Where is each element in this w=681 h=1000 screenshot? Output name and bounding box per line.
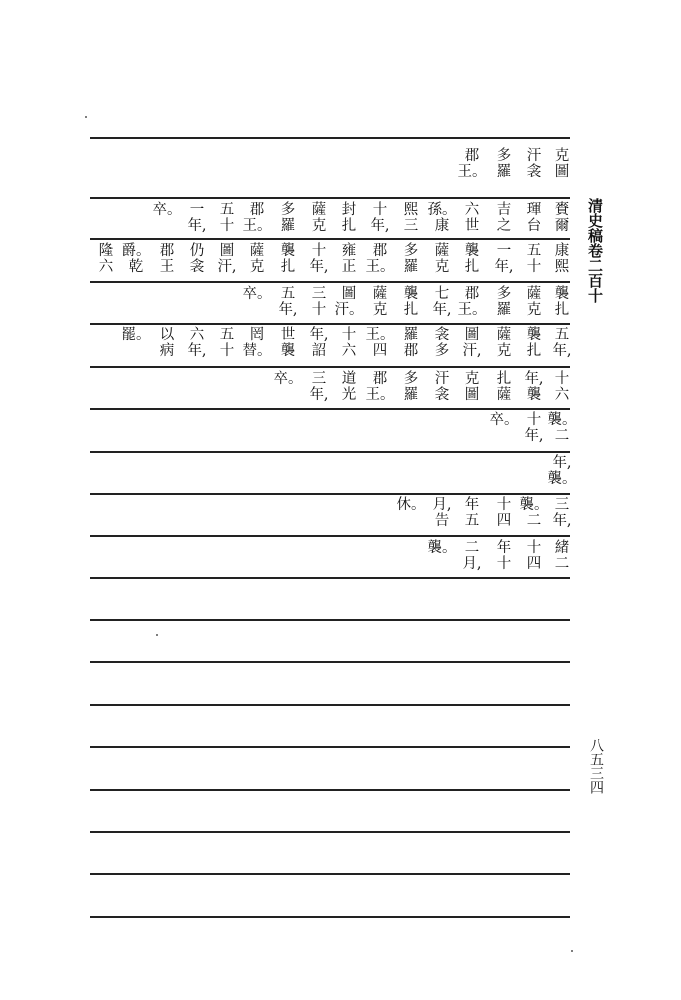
cell-text: 年, — [552, 343, 572, 359]
cell-text: 衾 — [434, 387, 450, 403]
table-cell — [182, 202, 212, 234]
cell-text: 克 — [372, 302, 388, 318]
cell-text: 之 — [496, 218, 512, 234]
cell-text: 二 — [554, 556, 570, 572]
cell-text: 克 — [526, 302, 542, 318]
cell-text: 十 — [554, 371, 570, 387]
cell-text: 六 — [464, 202, 480, 218]
cell-text: 薩 — [434, 243, 450, 259]
cell-text: 告 — [434, 513, 450, 529]
cell-text: 襲。 — [547, 471, 577, 487]
cell-text: 襲 — [280, 243, 296, 259]
cell-text: 年 — [464, 497, 480, 513]
cell-text: 五 — [219, 327, 235, 343]
cell-text: 光 — [341, 387, 357, 403]
cell-text: 克 — [496, 343, 512, 359]
table-cell — [489, 148, 519, 180]
cell-text: 台 — [526, 218, 542, 234]
cell-text: 多 — [496, 148, 512, 164]
table-cell — [121, 243, 151, 275]
cell-text: 二 — [526, 513, 542, 529]
cell-text: 緒 — [554, 540, 570, 556]
cell-text: 多 — [403, 371, 419, 387]
table-cell — [304, 327, 334, 359]
cell-text: 襲。 — [519, 497, 549, 513]
table-cell — [547, 286, 577, 318]
cell-text: 乾 — [128, 259, 144, 275]
cell-text: 年, — [187, 343, 207, 359]
table-cell — [396, 286, 426, 318]
cell-text: 襲 — [526, 327, 542, 343]
cell-text: 克 — [311, 218, 327, 234]
cell-text: 琿 — [526, 202, 542, 218]
cell-text: 王。 — [457, 164, 487, 180]
cell-text: 封 — [341, 202, 357, 218]
table-cell — [457, 327, 487, 359]
cell-text: 吉 — [496, 202, 512, 218]
cell-text: 圖 — [554, 164, 570, 180]
table-cell — [489, 540, 519, 572]
cell-text: 年, — [370, 218, 390, 234]
table-cell — [396, 327, 426, 359]
table-cell — [242, 286, 272, 302]
table-cell — [396, 497, 426, 513]
table-cell — [519, 371, 549, 403]
cell-text: 七 — [434, 286, 450, 302]
cell-text: 五 — [219, 202, 235, 218]
cell-text: 五 — [280, 286, 296, 302]
cell-text: 年, — [552, 513, 572, 529]
cell-text: 扎 — [464, 259, 480, 275]
cell-text: 雍 — [341, 243, 357, 259]
cell-text: 爾 — [554, 218, 570, 234]
table-cell — [547, 202, 577, 234]
table-cell — [304, 286, 334, 318]
cell-text: 王。 — [457, 302, 487, 318]
cell-text: 替。 — [242, 343, 272, 359]
table-cell — [519, 497, 549, 529]
table-cell — [91, 243, 121, 275]
cell-text: 襲 — [403, 286, 419, 302]
table-cell — [519, 243, 549, 275]
cell-text: 克 — [464, 371, 480, 387]
cell-text: 郡 — [159, 243, 175, 259]
table-cell — [547, 327, 577, 359]
table-cell — [519, 327, 549, 359]
cell-text: 世 — [280, 327, 296, 343]
cell-text: 三 — [554, 497, 570, 513]
table-cell — [242, 243, 272, 275]
cell-text: 詔 — [311, 343, 327, 359]
table-cell — [365, 202, 395, 234]
cell-text: 薩 — [372, 286, 388, 302]
table-cell — [519, 540, 549, 572]
cell-text: 隆 — [98, 243, 114, 259]
cell-text: 六 — [189, 327, 205, 343]
cell-text: 康 — [434, 218, 450, 234]
cell-text: 卒。 — [242, 286, 272, 302]
cell-text: 扎 — [280, 259, 296, 275]
table-cell — [304, 202, 334, 234]
table-cell — [457, 540, 487, 572]
table-cell — [334, 371, 364, 403]
cell-text: 卒。 — [273, 371, 303, 387]
cell-text: 扎 — [341, 218, 357, 234]
cell-text: 三 — [403, 218, 419, 234]
table-cell — [396, 202, 426, 234]
table-cell — [152, 202, 182, 218]
cell-text: 三 — [311, 286, 327, 302]
table-cell — [489, 286, 519, 318]
table-cell — [334, 243, 364, 275]
cell-text: 一 — [496, 243, 512, 259]
cell-text: 多 — [434, 343, 450, 359]
table-cell — [489, 202, 519, 234]
table-cell — [121, 327, 151, 343]
cell-text: 汗 — [526, 148, 542, 164]
cell-text: 年, — [524, 371, 544, 387]
table-cell — [273, 371, 303, 387]
cell-text: 克 — [249, 259, 265, 275]
cell-text: 郡 — [372, 243, 388, 259]
cell-text: 圖 — [341, 286, 357, 302]
table-cell — [427, 540, 457, 556]
cell-text: 薩 — [311, 202, 327, 218]
cell-text: 月, — [462, 556, 482, 572]
table-cell — [427, 286, 457, 318]
table-cell — [273, 327, 303, 359]
table-cell — [212, 202, 242, 234]
cell-text: 汗 — [434, 371, 450, 387]
cell-text: 十 — [219, 343, 235, 359]
cell-text: 多 — [280, 202, 296, 218]
cell-text: 四 — [372, 343, 388, 359]
cell-text: 月, — [432, 497, 452, 513]
cell-text: 卒。 — [489, 412, 519, 428]
table-cell — [547, 148, 577, 180]
table-cell — [457, 497, 487, 529]
cell-text: 多 — [403, 243, 419, 259]
cell-text: 爵。 — [121, 243, 151, 259]
cell-text: 十 — [219, 218, 235, 234]
cell-text: 六 — [341, 343, 357, 359]
cell-text: 十 — [496, 556, 512, 572]
cell-text: 病 — [159, 343, 175, 359]
table-cell — [334, 327, 364, 359]
cell-text: 四 — [496, 513, 512, 529]
table-cell — [334, 202, 364, 234]
table-cell — [457, 243, 487, 275]
table-cell — [457, 371, 487, 403]
cell-text: 襲。 — [547, 412, 577, 428]
cell-text: 二 — [554, 428, 570, 444]
cell-text: 四 — [526, 556, 542, 572]
cell-text: 羅 — [496, 164, 512, 180]
cell-text: 年, — [309, 387, 329, 403]
cell-text: 年, — [494, 259, 514, 275]
cell-text: 圖 — [464, 327, 480, 343]
table-cell — [457, 202, 487, 234]
cell-text: 扎 — [496, 371, 512, 387]
cell-text: 三 — [311, 371, 327, 387]
table-cell — [547, 497, 577, 529]
cell-text: 仍 — [189, 243, 205, 259]
cell-text: 克 — [554, 148, 570, 164]
table-cell — [365, 243, 395, 275]
cell-text: 王。 — [365, 259, 395, 275]
cell-text: 休。 — [396, 497, 426, 513]
table-cell — [457, 286, 487, 318]
table-cell — [519, 148, 549, 180]
table-cell — [212, 327, 242, 359]
cell-text: 扎 — [554, 302, 570, 318]
cell-text: 汗, — [217, 259, 237, 275]
table-cell — [304, 371, 334, 403]
cell-text: 十 — [372, 202, 388, 218]
cell-text: 襲。 — [427, 540, 457, 556]
cell-text: 一 — [189, 202, 205, 218]
table-cell — [457, 148, 487, 180]
cell-text: 熙 — [554, 259, 570, 275]
table-cell — [547, 243, 577, 275]
table-cell — [519, 202, 549, 234]
table-cell — [519, 286, 549, 318]
table-cell — [242, 327, 272, 359]
cell-text: 賚 — [554, 202, 570, 218]
cell-text: 薩 — [496, 387, 512, 403]
cell-text: 王。 — [365, 387, 395, 403]
table-cell — [427, 202, 457, 234]
side-title: 清史稿卷二百十 — [586, 198, 604, 303]
cell-text: 扎 — [526, 343, 542, 359]
cell-text: 道 — [341, 371, 357, 387]
table-cell — [334, 286, 364, 318]
cell-text: 年, — [187, 218, 207, 234]
page-number: 八五三四 — [588, 738, 604, 794]
cell-text: 罷。 — [121, 327, 151, 343]
table-cell — [519, 412, 549, 444]
table-cell — [182, 327, 212, 359]
table-cell — [547, 371, 577, 403]
cell-text: 年, — [309, 259, 329, 275]
cell-text: 十 — [526, 412, 542, 428]
cell-text: 以 — [159, 327, 175, 343]
table-cell — [365, 327, 395, 359]
table-cell — [547, 455, 577, 487]
cell-text: 郡 — [403, 343, 419, 359]
table-cell — [489, 371, 519, 403]
cell-text: 五 — [464, 513, 480, 529]
table-cell — [152, 327, 182, 359]
table-cell — [273, 243, 303, 275]
table-cell — [427, 497, 457, 529]
cell-text: 羅 — [280, 218, 296, 234]
cell-text: 十 — [526, 259, 542, 275]
cell-text: 克 — [434, 259, 450, 275]
table-cell — [152, 243, 182, 275]
table-cell — [547, 412, 577, 444]
cell-text: 王 — [159, 259, 175, 275]
cell-text: 郡 — [464, 148, 480, 164]
cell-text: 扎 — [403, 302, 419, 318]
cell-text: 襲 — [526, 387, 542, 403]
cell-text: 襲 — [280, 343, 296, 359]
cell-text: 年, — [552, 455, 572, 471]
cell-text: 十 — [311, 302, 327, 318]
cell-text: 羅 — [403, 259, 419, 275]
cell-text: 圖 — [219, 243, 235, 259]
cell-text: 罔 — [249, 327, 265, 343]
cell-text: 襲 — [554, 286, 570, 302]
table-cell — [427, 327, 457, 359]
cell-text: 羅 — [403, 387, 419, 403]
cell-text: 衾 — [189, 259, 205, 275]
cell-text: 衾 — [434, 327, 450, 343]
cell-text: 王。 — [365, 327, 395, 343]
cell-text: 郡 — [372, 371, 388, 387]
table-cell — [365, 286, 395, 318]
cell-text: 十 — [526, 540, 542, 556]
cell-text: 孫。 — [427, 202, 457, 218]
cell-text: 衾 — [526, 164, 542, 180]
cell-text: 羅 — [403, 327, 419, 343]
cell-text: 正 — [341, 259, 357, 275]
table-cell — [396, 371, 426, 403]
table-cell — [242, 202, 272, 234]
cell-text: 年, — [432, 302, 452, 318]
table-cell — [273, 202, 303, 234]
cell-text: 十 — [341, 327, 357, 343]
cell-text: 康 — [554, 243, 570, 259]
table-cell — [489, 243, 519, 275]
table-cell — [396, 243, 426, 275]
table-cell — [365, 371, 395, 403]
cell-text: 十 — [496, 497, 512, 513]
table-cell — [489, 327, 519, 359]
table-cell — [212, 243, 242, 275]
cell-text: 十 — [311, 243, 327, 259]
cell-text: 羅 — [496, 302, 512, 318]
cell-text: 郡 — [249, 202, 265, 218]
cell-text: 王。 — [242, 218, 272, 234]
table-cell — [489, 497, 519, 529]
cell-text: 二 — [464, 540, 480, 556]
cell-text: 年 — [496, 540, 512, 556]
table-cell — [489, 412, 519, 428]
cell-text: 郡 — [464, 286, 480, 302]
cell-text: 汗, — [462, 343, 482, 359]
cell-text: 多 — [496, 286, 512, 302]
cell-text: 六 — [98, 259, 114, 275]
cell-text: 薩 — [526, 286, 542, 302]
table-cell — [427, 243, 457, 275]
cell-text: 汗。 — [334, 302, 364, 318]
cell-text: 圖 — [464, 387, 480, 403]
table-cell — [182, 243, 212, 275]
cell-text: 年, — [309, 327, 329, 343]
table-cell — [304, 243, 334, 275]
cell-text: 薩 — [496, 327, 512, 343]
cell-text: 五 — [526, 243, 542, 259]
cell-text: 年, — [278, 302, 298, 318]
cell-text: 卒。 — [152, 202, 182, 218]
cell-text: 年, — [524, 428, 544, 444]
cell-text: 世 — [464, 218, 480, 234]
cell-text: 薩 — [249, 243, 265, 259]
table-cell — [547, 540, 577, 572]
cell-text: 五 — [554, 327, 570, 343]
table-cell — [273, 286, 303, 318]
cell-text: 襲 — [464, 243, 480, 259]
table-cell — [427, 371, 457, 403]
cell-text: 熙 — [403, 202, 419, 218]
cell-text: 六 — [554, 387, 570, 403]
